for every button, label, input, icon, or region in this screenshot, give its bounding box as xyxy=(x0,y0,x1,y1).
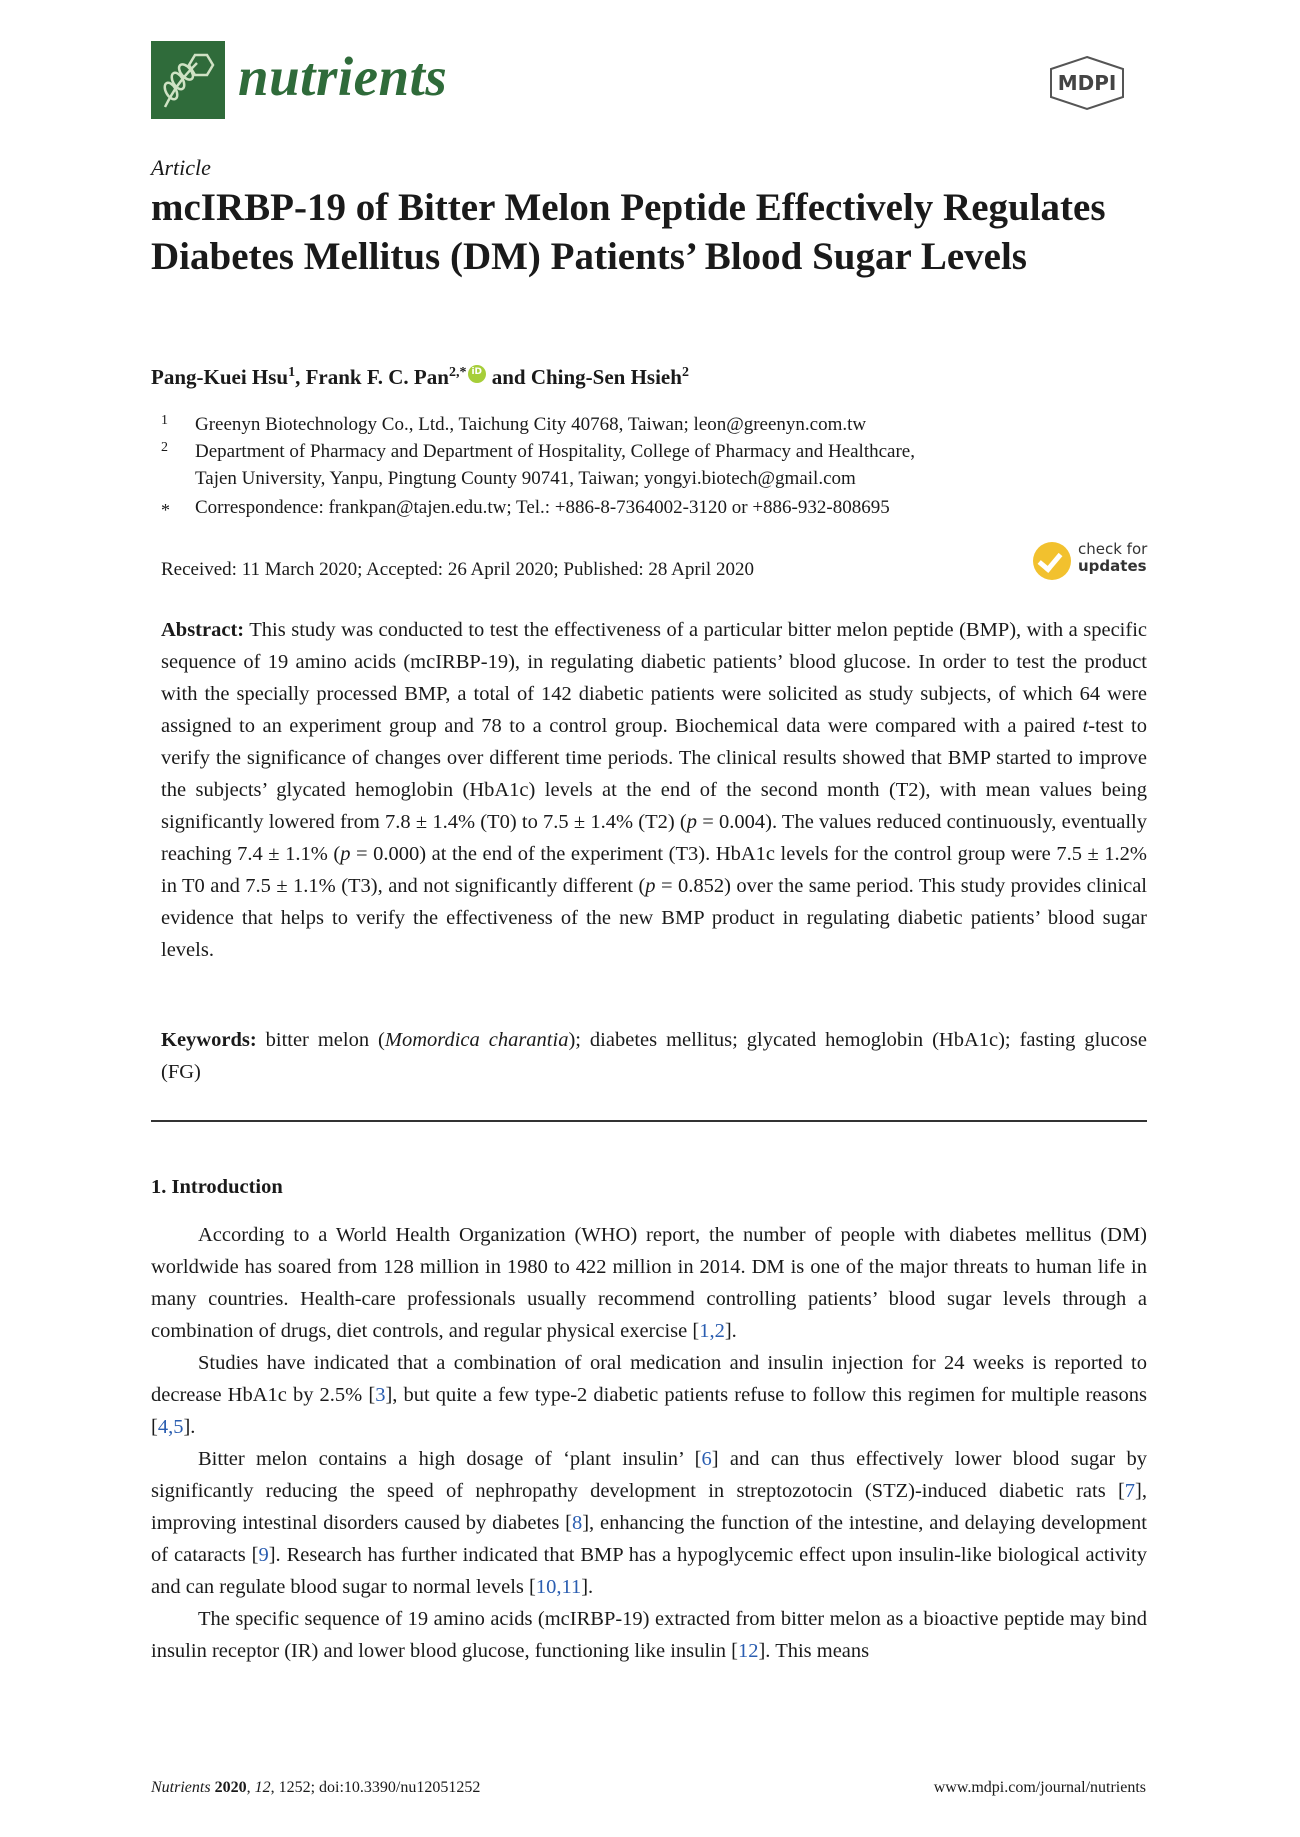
paragraph xyxy=(151,1347,1147,1443)
checkmark-icon xyxy=(1033,542,1071,580)
check-updates-line1: check for xyxy=(1078,540,1148,558)
keywords-species: Momordica charantia xyxy=(384,1029,569,1051)
author-affil-mark: 2,* xyxy=(448,365,467,380)
article-type: Article xyxy=(151,155,211,180)
citation-link[interactable]: 10,11 xyxy=(535,1576,582,1598)
affiliation-text: Department of Pharmacy and Department of Hospitality, College of Pharmacy and Healthcare, xyxy=(195,441,915,462)
footer-volume: 12 xyxy=(254,1779,271,1796)
paragraph-text: Studies have indicated that a combination of oral medication and insulin injection for 24 weeks is reported to decrease HbA1c by 2.5% [ xyxy=(151,1352,1147,1406)
abstract-italic: t xyxy=(1082,715,1089,737)
paragraph-text: ] and can thus effectively lower blood sugar by significantly reducing the speed of nephropathy development in streptozotocin (STZ)-induced diabetic rats [ xyxy=(151,1448,1147,1502)
citation-link[interactable]: 6 xyxy=(701,1448,712,1470)
paragraph-text: ]. Research has further indicated that BMP has a hypoglycemic effect upon insulin-like biological activity and can regulate blood sugar to normal levels [ xyxy=(151,1544,1147,1598)
footer-citation: Nutrients 2020, 12, 1252; doi:10.3390/nu12051252 xyxy=(151,1779,481,1796)
article-title: mcIRBP-19 of Bitter Melon Peptide Effectively Regulates Diabetes Mellitus (DM) Patients’ Blood Sugar Levels xyxy=(151,186,1106,278)
author-affil-mark: 2 xyxy=(681,365,689,380)
publication-dates: Received: 11 March 2020; Accepted: 26 April 2020; Published: 28 April 2020 xyxy=(161,559,754,580)
keywords-text: ); diabetes mellitus; glycated hemoglobin (HbA1c); fasting glucose (FG) xyxy=(161,1029,1147,1083)
citation-link[interactable]: 4,5 xyxy=(157,1416,184,1438)
wheat-leaf-icon xyxy=(151,41,225,119)
citation-link[interactable]: 3 xyxy=(375,1384,386,1406)
author-name: Pang-Kuei Hsu xyxy=(151,365,289,389)
check-updates-line2: updates xyxy=(1078,557,1147,575)
affiliation-text: Correspondence: frankpan@tajen.edu.tw; Tel.: +886-8-7364002-3120 or +886-932-808695 xyxy=(195,497,890,518)
affiliation-text: Greenyn Biotechnology Co., Ltd., Taichung City 40768, Taiwan; leon@greenyn.com.tw xyxy=(195,414,867,435)
author-connector: and xyxy=(491,365,526,389)
abstract-text: = 0.004). The values reduced continuously, eventually reaching 7.4 ± 1.1% ( xyxy=(161,811,1147,865)
introduction-body xyxy=(151,1219,1147,1667)
affiliation-mark: 2 xyxy=(161,440,168,455)
publisher-name: MDPI xyxy=(1057,71,1117,95)
section-heading: 1. Introduction xyxy=(151,1176,283,1198)
paragraph xyxy=(151,1443,1147,1603)
paragraph-text: ], improving intestinal disorders caused by diabetes [ xyxy=(151,1480,1147,1534)
footer-year: 2020 xyxy=(214,1779,247,1796)
citation-link[interactable]: 1,2 xyxy=(699,1320,725,1342)
footer-journal: Nutrients xyxy=(151,1779,211,1796)
author-name: Ching-Sen Hsieh xyxy=(530,365,682,389)
abstract-label: Abstract: xyxy=(161,619,245,641)
journal-logo xyxy=(151,41,225,119)
author-affil-mark: 1 xyxy=(288,365,296,380)
mdpi-logo xyxy=(1047,55,1127,116)
paragraph-text: ]. This means xyxy=(758,1640,870,1662)
paragraph-text: Bitter melon contains a high dosage of ‘plant insulin’ [ xyxy=(198,1448,702,1470)
author-name: Frank F. C. Pan xyxy=(305,365,449,389)
paragraph-text: ], but quite a few type-2 diabetic patients refuse to follow this regimen for multiple reasons [ xyxy=(151,1384,1147,1438)
abstract xyxy=(161,614,1147,966)
author-list: Pang-Kuei Hsu$^1$, Frank F. C. Pan$^{2,*}$iD and Ching-Sen Hsieh$^2$ xyxy=(151,365,689,390)
paragraph-text: According to a World Health Organization (WHO) report, the number of people with diabetes mellitus (DM) worldwide has soared from 128 million in 1980 to 422 million in 2014. DM is one of the major threats to human life in many countries. Health-care professionals usually recommend controlling patients’ blood sugar levels through a combination of drugs, diet controls, and regular physical exercise [ xyxy=(151,1224,1147,1342)
affiliation-text: Tajen University, Yanpu, Pingtung County 90741, Taiwan; yongyi.biotech@gmail.com xyxy=(195,468,856,489)
keywords-text: bitter melon ( xyxy=(256,1029,385,1051)
citation-link[interactable]: 12 xyxy=(737,1640,759,1662)
paragraph-text: ]. xyxy=(581,1576,594,1598)
footer-url[interactable]: www.mdpi.com/journal/nutrients xyxy=(933,1779,1146,1796)
keywords-label: Keywords: xyxy=(161,1029,257,1051)
abstract-italic: p xyxy=(686,811,697,833)
section-divider xyxy=(151,1120,1147,1122)
affiliation-mark: * xyxy=(161,500,170,520)
paragraph xyxy=(151,1603,1147,1667)
keywords xyxy=(161,1024,1147,1088)
citation-link[interactable]: 7 xyxy=(1124,1480,1136,1502)
abstract-text: This study was conducted to test the effectiveness of a particular bitter melon peptide (BMP), with a specific sequence of 19 amino acids (mcIRBP-19), in regulating diabetic patients’ blood glucose. In order to test the product with the specially processed BMP, a total of 142 diabetic patients were solicited as study subjects, of which 64 were assigned to an experiment group and 78 to a control group. Biochemical data were compared with a paired xyxy=(161,619,1147,737)
abstract-text: -test to verify the significance of changes over different time periods. The clinical results showed that BMP started to improve the subjects’ glycated hemoglobin (HbA1c) levels at the end of the second month (T2), with mean values being significantly lowered from 7.8 ± 1.4% (T0) to 7.5 ± 1.4% (T2) ( xyxy=(161,715,1148,833)
paragraph-text: ]. xyxy=(724,1320,737,1342)
citation-link[interactable]: 8 xyxy=(571,1512,583,1534)
affiliation-mark: 1 xyxy=(161,413,168,428)
footer-doi: , 1252; doi:10.3390/nu12051252 xyxy=(270,1779,481,1796)
paragraph xyxy=(151,1219,1147,1347)
citation-link[interactable]: 9 xyxy=(258,1544,269,1566)
paragraph-text: ]. xyxy=(183,1416,196,1438)
abstract-italic: p xyxy=(645,875,656,897)
abstract-italic: p xyxy=(340,843,351,865)
paragraph-text: The specific sequence of 19 amino acids (mcIRBP-19) extracted from bitter melon as a bioactive peptide may bind insulin receptor (IR) and lower blood glucose, functioning like insulin [ xyxy=(151,1608,1147,1662)
paragraph-text: ], enhancing the function of the intestine, and delaying development of cataracts [ xyxy=(151,1512,1147,1566)
check-for-updates-badge[interactable] xyxy=(1033,540,1153,582)
abstract-text: = 0.000) at the end of the experiment (T3). HbA1c levels for the control group were 7.5 ± 1.2% in T0 and 7.5 ± 1.1% (T3), and not significantly different ( xyxy=(161,843,1147,897)
abstract-text: = 0.852) over the same period. This study provides clinical evidence that helps to verify the effectiveness of the new BMP product in regulating diabetic patients’ blood sugar levels. xyxy=(161,875,1148,961)
journal-name: nutrients xyxy=(238,46,448,107)
orcid-icon[interactable] xyxy=(468,365,486,383)
